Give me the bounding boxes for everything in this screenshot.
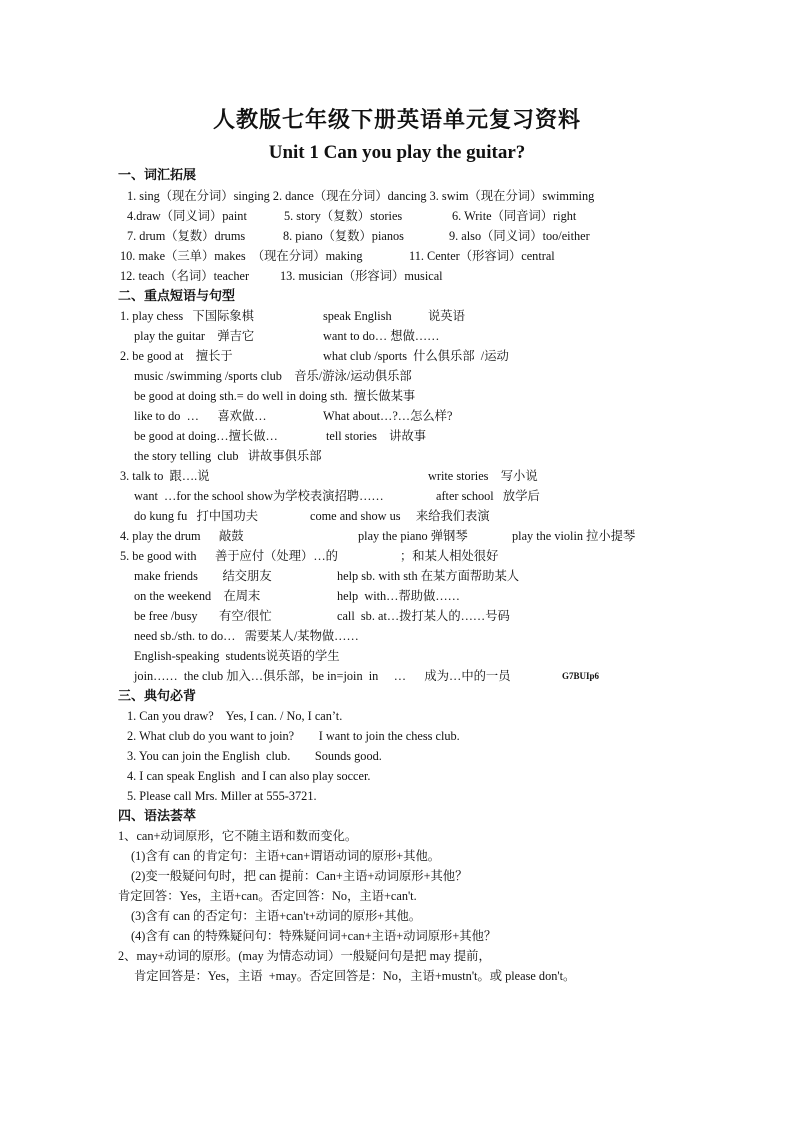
phrase-row — [0, 586, 460, 606]
phrase-row — [0, 306, 465, 326]
sentence-row — [0, 786, 317, 806]
phrase-row — [0, 506, 490, 526]
phrase-item: write stories 写小说 — [428, 469, 538, 483]
phrase-item: 2. be good at 擅长于 — [120, 349, 233, 363]
phrase-item: need sb./sth. to do… 需要某人/某物做…… — [134, 629, 359, 643]
sentence-item: 5. Please call Mrs. Miller at 555-3721. — [127, 789, 317, 803]
vocab-item: 8. piano（复数）pianos — [283, 229, 404, 243]
phrase-item: help sb. with sth 在某方面帮助某人 — [337, 569, 520, 583]
phrase-item: come and show us 来给我们表演 — [310, 509, 490, 523]
phrase-item: 1. play chess 下国际象棋 — [120, 309, 254, 323]
phrase-row — [0, 366, 412, 386]
phrase-item: join…… the club 加入…俱乐部，be in=join in … 成为…中的一员 — [134, 669, 511, 683]
grammar-item: (2)变一般疑问句时，把 can 提前：Can+主语+动词原形+其他？ — [131, 869, 468, 883]
phrase-item: what club /sports 什么俱乐部 /运动 — [323, 349, 509, 363]
phrase-row — [0, 486, 540, 506]
phrase-row — [0, 466, 538, 486]
phrase-item: be good at doing sth.= do well in doing sth. 擅长做某事 — [134, 389, 416, 403]
phrase-item: play the guitar 弹吉它 — [134, 329, 255, 343]
phrase-row — [0, 426, 427, 446]
section-heading-sentences: 三、典句必背 — [118, 688, 197, 703]
sentence-row — [0, 726, 460, 746]
phrase-item: do kung fu 打中国功夫 — [134, 509, 258, 523]
sentence-item: 2. What club do you want to join? I want to join the chess club. — [127, 729, 460, 743]
phrase-item: play the violin 拉小提琴 — [512, 529, 636, 543]
phrase-row — [0, 326, 440, 346]
phrase-item: on the weekend 在周末 — [134, 589, 261, 603]
phrase-item: call sb. at…拨打某人的……号码 — [337, 609, 510, 623]
sentence-item: 4. I can speak English and I can also play soccer. — [127, 769, 371, 783]
phrase-row — [0, 406, 453, 426]
phrase-item: English-speaking students说英语的学生 — [134, 649, 340, 663]
vocab-item: 10. make（三单）makes （现在分词）making — [120, 249, 363, 263]
phrase-item: be good at doing…擅长做… — [134, 429, 278, 443]
phrase-row — [0, 386, 416, 406]
grammar-item: 肯定回答：Yes，主语+can。否定回答：No，主语+can't. — [118, 889, 417, 903]
phrase-item: speak English — [323, 309, 392, 323]
vocab-item: 7. drum（复数）drums — [127, 229, 246, 243]
phrase-item: play the piano 弹钢琴 — [358, 529, 468, 543]
phrase-item: tell stories 讲故事 — [326, 429, 427, 443]
grammar-row — [0, 846, 441, 866]
phrase-item: like to do … 喜欢做… — [134, 409, 267, 423]
phrase-item: want …for the school show为学校表演招聘…… — [134, 489, 384, 503]
phrase-row — [0, 546, 499, 566]
grammar-item: 肯定回答是：Yes，主语 +may。否定回答是：No，主语+mustn't。或 please don't。 — [134, 969, 576, 983]
vocab-row-3 — [0, 226, 590, 246]
document-title: 人教版七年级下册英语单元复习资料 — [212, 107, 581, 132]
phrase-item: make friends 结交朋友 — [134, 569, 272, 583]
grammar-row — [0, 866, 468, 886]
phrase-row — [0, 666, 600, 686]
phrase-row — [0, 346, 509, 366]
phrase-item: want to do… 想做…… — [323, 329, 440, 343]
vocab-row-4 — [0, 246, 555, 266]
phrase-item: What about…?…怎么样? — [323, 409, 453, 423]
vocab-item: 4.draw（同义词）paint — [127, 209, 247, 223]
vocab-item: 11. Center（形容词）central — [409, 249, 555, 263]
grammar-item: 1、can+动词原形，它不随主语和数而变化。 — [118, 829, 358, 843]
sentence-row — [0, 766, 371, 786]
grammar-row — [0, 886, 417, 906]
phrase-row — [0, 626, 359, 646]
phrase-item: ；和某人相处很好 — [400, 549, 499, 563]
phrase-item: 说英语 — [428, 309, 465, 323]
phrase-row — [0, 446, 322, 466]
unit-title: Unit 1 Can you play the guitar? — [268, 142, 526, 163]
section-heading-phrases: 二、重点短语与句型 — [118, 288, 236, 303]
phrase-row — [0, 566, 520, 586]
grammar-row — [0, 926, 497, 946]
grammar-item: (4)含有 can 的特殊疑问句：特殊疑问词+can+主语+动词原形+其他？ — [131, 929, 497, 943]
vocab-item: 5. story（复数）stories — [284, 209, 403, 223]
vocab-item: 13. musician（形容词）musical — [280, 269, 443, 283]
grammar-item: (1)含有 can 的肯定句：主语+can+谓语动词的原形+其他。 — [131, 849, 441, 863]
grammar-item: 2、may+动词的原形。(may 为情态动词）一般疑问句是把 may 提前， — [118, 949, 491, 963]
section-heading-grammar: 四、语法荟萃 — [118, 808, 197, 823]
sentence-row — [0, 706, 343, 726]
phrase-item: after school 放学后 — [436, 489, 540, 503]
grammar-row — [0, 906, 422, 926]
vocab-item: 9. also（同义词）too/either — [449, 229, 590, 243]
phrase-item: be free /busy 有空/很忙 — [134, 609, 272, 623]
vocab-row-5 — [0, 266, 443, 286]
phrase-item: 5. be good with 善于应付（处理）…的 — [120, 549, 338, 563]
vocab-row-1 — [0, 186, 595, 206]
phrase-item: the story telling club 讲故事俱乐部 — [134, 449, 322, 463]
sentence-row — [0, 746, 382, 766]
grammar-row — [0, 966, 576, 986]
sentence-item: 3. You can join the English club. Sounds good. — [127, 749, 382, 763]
grammar-row — [0, 946, 491, 966]
phrase-row — [0, 646, 340, 666]
phrase-item: help with…帮助做…… — [337, 589, 460, 603]
grammar-row — [0, 826, 358, 846]
phrase-item: 3. talk to 跟….说 — [120, 469, 210, 483]
grammar-item: (3)含有 can 的否定句：主语+can't+动词的原形+其他。 — [131, 909, 422, 923]
phrase-item: 4. play the drum 敲鼓 — [120, 529, 244, 543]
phrase-row — [0, 606, 510, 626]
sentence-item: 1. Can you draw? Yes, I can. / No, I can’t. — [127, 709, 343, 723]
section-heading-vocab: 一、词汇拓展 — [118, 167, 197, 182]
vocab-item: 12. teach（名词）teacher — [120, 269, 250, 283]
vocab-row-2 — [0, 206, 577, 226]
vocab-item: 6. Write（同音词）right — [452, 209, 577, 223]
phrase-item: music /swimming /sports club 音乐/游泳/运动俱乐部 — [134, 369, 412, 383]
phrase-row — [0, 526, 636, 546]
vocab-item: 1. sing（现在分词）singing 2. dance（现在分词）dancing 3. swim（现在分词）swimming — [127, 189, 595, 203]
watermark-code: G7BUIp6 — [562, 671, 600, 681]
